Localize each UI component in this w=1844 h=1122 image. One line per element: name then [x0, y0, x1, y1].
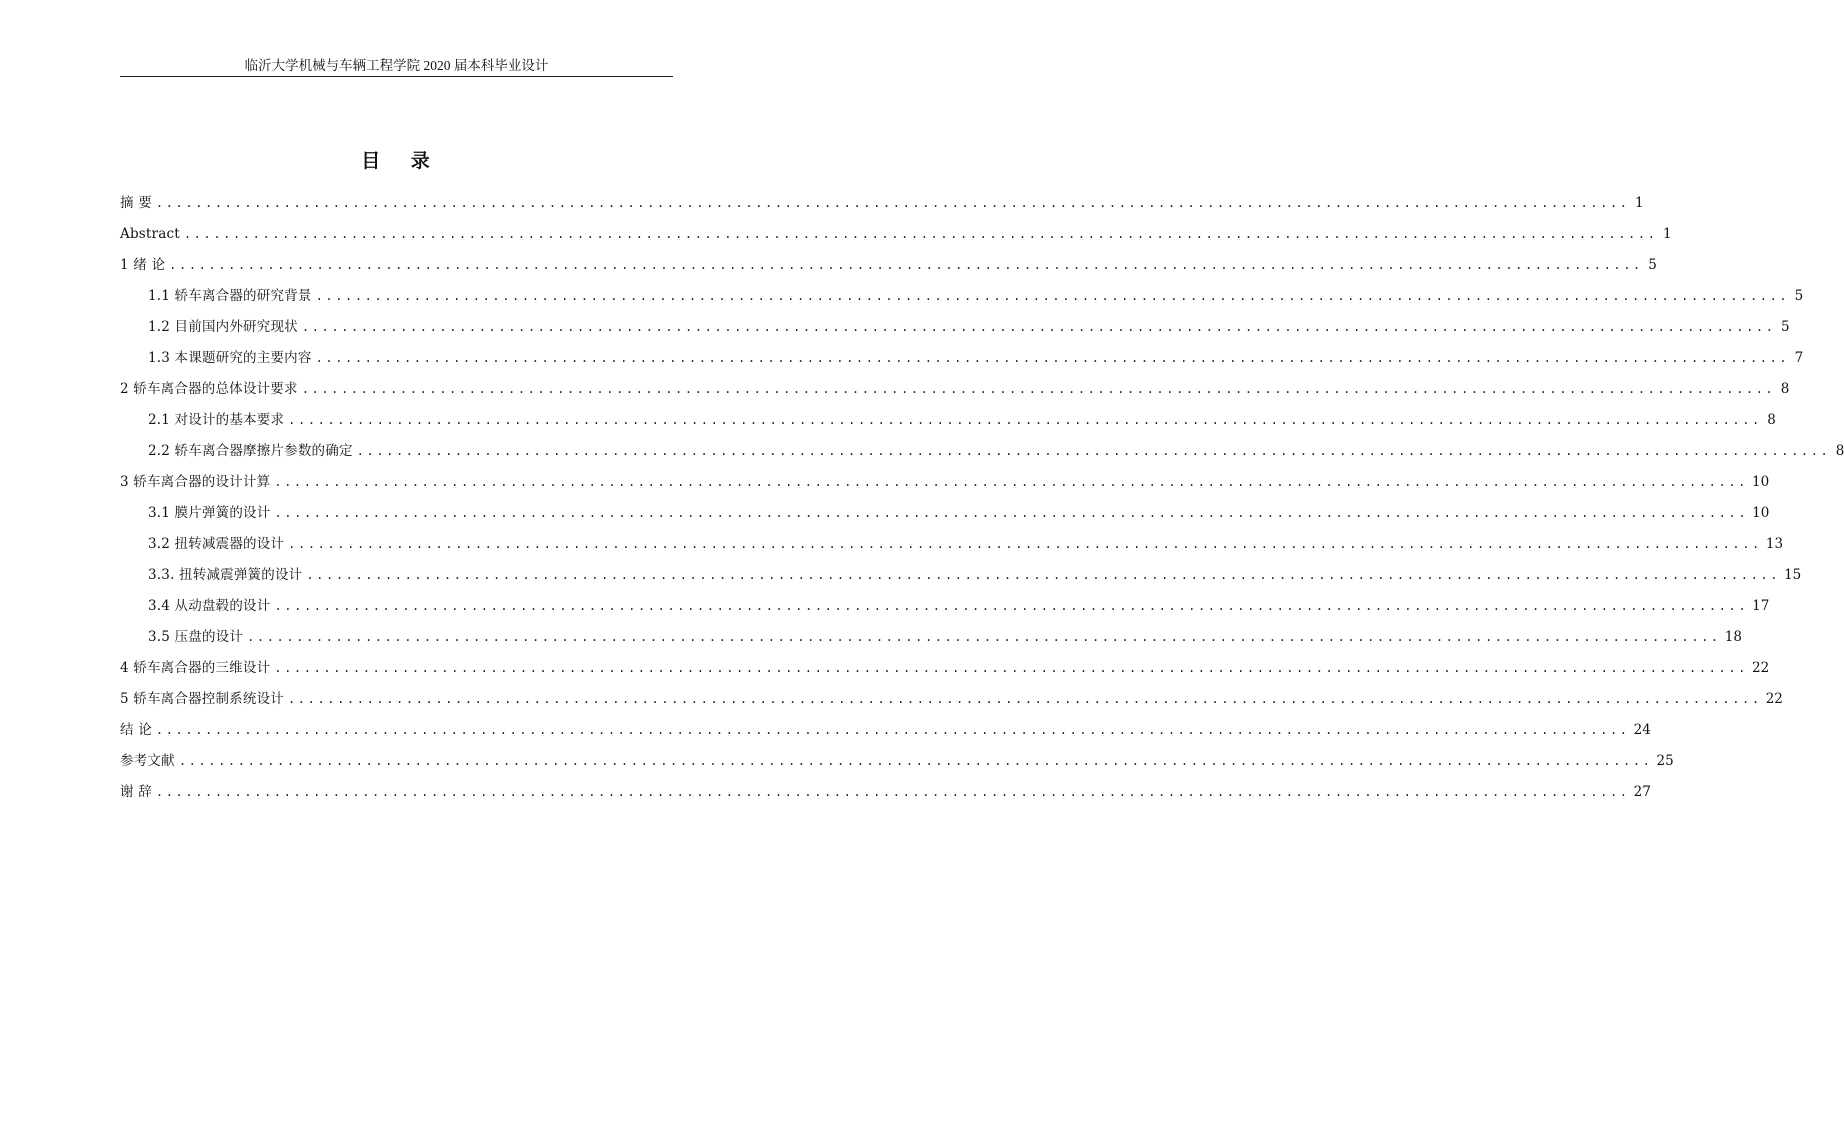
- toc-entry-label: 2.1 对设计的基本要求: [148, 412, 285, 428]
- toc-entry-page-number: 24: [1633, 722, 1651, 738]
- toc-entry[interactable]: [120, 461, 1770, 492]
- toc-entry-label: 摘 要: [120, 195, 152, 211]
- toc-entry[interactable]: [120, 709, 1651, 740]
- toc-entry[interactable]: [120, 523, 1784, 554]
- toc-leader-dots: ......................................................................................................................................................: [274, 599, 1749, 613]
- toc-leader-dots: ......................................................................................................................................................: [155, 196, 1630, 210]
- toc-entry-label: 3.4 从动盘毂的设计: [148, 598, 271, 614]
- toc-entry-label: 2.2 轿车离合器摩擦片参数的确定: [148, 443, 353, 459]
- toc-entry-label: 3.5 压盘的设计: [148, 629, 244, 645]
- toc-entry-label: 3 轿车离合器的设计计算: [120, 474, 271, 490]
- toc-entry[interactable]: [120, 771, 1651, 802]
- toc-entry-page-number: 13: [1765, 536, 1784, 552]
- toc-entry-page-number: 8: [1780, 381, 1790, 397]
- toc-leader-dots: ......................................................................................................................................................: [247, 630, 1721, 644]
- toc-entry-label: 谢 辞: [120, 784, 152, 800]
- toc-entry-label: 5 轿车离合器控制系统设计: [120, 691, 284, 707]
- toc-entry-page-number: 10: [1751, 474, 1770, 490]
- toc-entry[interactable]: [120, 430, 1844, 461]
- page-title: 目 录: [361, 150, 442, 172]
- toc-entry-page-number: 22: [1765, 691, 1783, 707]
- toc-entry[interactable]: [120, 399, 1776, 430]
- toc-leader-dots: ......................................................................................................................................................: [178, 754, 1653, 768]
- toc-entry[interactable]: [120, 554, 1802, 585]
- toc-entry-page-number: 15: [1784, 567, 1802, 583]
- toc-entry-page-number: 5: [1780, 319, 1790, 335]
- toc-entry-page-number: 8: [1767, 412, 1776, 428]
- toc-entry-label: 3.3. 扭转减震弹簧的设计: [148, 567, 303, 583]
- toc-entry-page-number: 18: [1724, 629, 1742, 645]
- toc-leader-dots: ......................................................................................................................................................: [155, 785, 1630, 799]
- toc-leader-dots: ......................................................................................................................................................: [306, 568, 1781, 582]
- toc-entry-label: 参考文献: [120, 753, 175, 769]
- toc-entry[interactable]: [120, 337, 1804, 368]
- toc-entry[interactable]: [120, 492, 1770, 523]
- toc-entry-label: 1.2 目前国内外研究现状: [148, 319, 298, 335]
- toc-entry[interactable]: [120, 740, 1674, 771]
- toc-leader-dots: ......................................................................................................................................................: [301, 320, 1776, 334]
- toc-leader-dots: ......................................................................................................................................................: [356, 444, 1831, 458]
- toc-entry-page-number: 22: [1751, 660, 1770, 676]
- toc-leader-dots: ......................................................................................................................................................: [183, 227, 1658, 241]
- toc-entry-label: 1.1 轿车离合器的研究背景: [148, 288, 312, 304]
- table-of-contents: [120, 182, 1844, 802]
- toc-entry[interactable]: [120, 678, 1783, 709]
- toc-entry-label: 3.1 膜片弹簧的设计: [148, 505, 271, 521]
- toc-entry[interactable]: [120, 647, 1770, 678]
- toc-entry-page-number: 1: [1662, 226, 1672, 242]
- toc-entry[interactable]: [120, 275, 1804, 306]
- toc-leader-dots: ......................................................................................................................................................: [287, 692, 1762, 706]
- toc-entry-label: 1.3 本课题研究的主要内容: [148, 350, 312, 366]
- toc-leader-dots: ......................................................................................................................................................: [288, 537, 1762, 551]
- header-text: 临沂大学机械与车辆工程学院 2020 届本科毕业设计: [244, 58, 549, 73]
- toc-entry-label: 1 绪 论: [120, 257, 166, 273]
- toc-leader-dots: ......................................................................................................................................................: [274, 506, 1749, 520]
- toc-entry-label: Abstract: [120, 226, 180, 242]
- toc-leader-dots: ......................................................................................................................................................: [301, 382, 1776, 396]
- toc-entry-page-number: 8: [1835, 443, 1844, 459]
- toc-entry[interactable]: [120, 585, 1770, 616]
- toc-entry-label: 2 轿车离合器的总体设计要求: [120, 381, 298, 397]
- toc-entry-page-number: 1: [1635, 195, 1644, 211]
- toc-entry-label: 3.2 扭转减震器的设计: [148, 536, 285, 552]
- toc-leader-dots: ......................................................................................................................................................: [315, 351, 1790, 365]
- toc-entry[interactable]: [120, 182, 1644, 213]
- toc-entry[interactable]: [120, 213, 1672, 244]
- toc-entry-page-number: 5: [1794, 288, 1804, 304]
- toc-entry-page-number: 7: [1794, 350, 1804, 366]
- page-header: [120, 55, 673, 77]
- toc-entry-page-number: 5: [1648, 257, 1657, 273]
- toc-entry[interactable]: [120, 368, 1790, 399]
- toc-entry-label: 4 轿车离合器的三维设计: [120, 660, 271, 676]
- toc-entry-label: 结 论: [120, 722, 152, 738]
- toc-entry-page-number: 27: [1633, 784, 1651, 800]
- toc-leader-dots: ......................................................................................................................................................: [274, 475, 1748, 489]
- toc-entry-page-number: 25: [1656, 753, 1674, 769]
- toc-entry[interactable]: [120, 616, 1742, 647]
- toc-leader-dots: ......................................................................................................................................................: [274, 661, 1748, 675]
- toc-entry[interactable]: [120, 306, 1790, 337]
- toc-leader-dots: ......................................................................................................................................................: [315, 289, 1790, 303]
- toc-leader-dots: ......................................................................................................................................................: [169, 258, 1643, 272]
- toc-entry-page-number: 17: [1752, 598, 1770, 614]
- toc-leader-dots: ......................................................................................................................................................: [288, 413, 1762, 427]
- toc-entry[interactable]: [120, 244, 1657, 275]
- toc-entry-page-number: 10: [1752, 505, 1770, 521]
- toc-leader-dots: ......................................................................................................................................................: [155, 723, 1630, 737]
